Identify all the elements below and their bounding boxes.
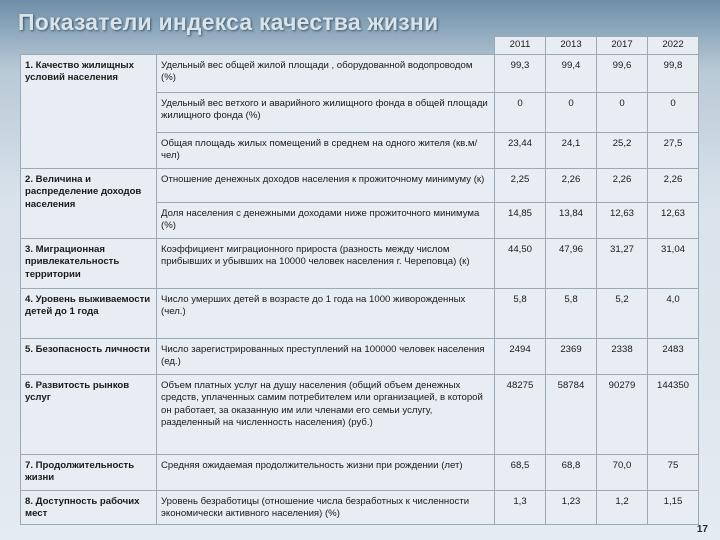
value-cell: 0 (648, 92, 699, 132)
value-cell: 12,63 (597, 202, 648, 238)
value-cell: 68,8 (546, 454, 597, 490)
value-cell: 2494 (495, 338, 546, 374)
value-cell: 27,5 (648, 132, 699, 168)
value-cell: 144350 (648, 374, 699, 454)
indicator-cell: Уровень безработицы (отношение числа безработных к численности экономически активного населения) (%) (157, 490, 495, 524)
year-header: 2013 (546, 37, 597, 55)
value-cell: 5,8 (495, 288, 546, 338)
value-cell: 58784 (546, 374, 597, 454)
category-cell: 2. Величина и распределение доходов населения (21, 168, 157, 238)
category-cell: 8. Доступность рабочих мест (21, 490, 157, 524)
indicator-cell: Доля населения с денежными доходами ниже прожиточного минимума (%) (157, 202, 495, 238)
value-cell: 4,0 (648, 288, 699, 338)
value-cell: 99,4 (546, 54, 597, 92)
table-row (21, 454, 699, 490)
indicator-cell: Число зарегистрированных преступлений на 100000 человек населения (ед.) (157, 338, 495, 374)
value-cell: 23,44 (495, 132, 546, 168)
value-cell: 5,2 (597, 288, 648, 338)
table-row (21, 338, 699, 374)
value-cell: 14,85 (495, 202, 546, 238)
indicator-cell: Общая площадь жилых помещений в среднем на одного жителя (кв.м/чел) (157, 132, 495, 168)
value-cell: 2,26 (597, 168, 648, 202)
value-cell: 90279 (597, 374, 648, 454)
value-cell: 2,26 (648, 168, 699, 202)
category-cell: 6. Развитость рынков услуг (21, 374, 157, 454)
header-row (21, 37, 699, 55)
table-row (21, 238, 699, 288)
value-cell: 68,5 (495, 454, 546, 490)
value-cell: 99,3 (495, 54, 546, 92)
quality-of-life-table (20, 36, 699, 525)
value-cell: 12,63 (648, 202, 699, 238)
table-row (21, 490, 699, 524)
value-cell: 0 (495, 92, 546, 132)
category-cell: 3. Миграционная привлекательность территории (21, 238, 157, 288)
value-cell: 2483 (648, 338, 699, 374)
value-cell: 1,2 (597, 490, 648, 524)
value-cell: 2,26 (546, 168, 597, 202)
table-row (21, 54, 699, 92)
value-cell: 48275 (495, 374, 546, 454)
value-cell: 31,04 (648, 238, 699, 288)
value-cell: 31,27 (597, 238, 648, 288)
table-row (21, 288, 699, 338)
value-cell: 47,96 (546, 238, 597, 288)
value-cell: 5,8 (546, 288, 597, 338)
value-cell: 25,2 (597, 132, 648, 168)
category-cell: 4. Уровень выживаемости детей до 1 года (21, 288, 157, 338)
value-cell: 0 (546, 92, 597, 132)
table-row (21, 168, 699, 202)
value-cell: 44,50 (495, 238, 546, 288)
year-header: 2011 (495, 37, 546, 55)
year-header: 2017 (597, 37, 648, 55)
value-cell: 2369 (546, 338, 597, 374)
value-cell: 13,84 (546, 202, 597, 238)
value-cell: 1,3 (495, 490, 546, 524)
header-blank (21, 37, 495, 55)
page-number: 17 (696, 524, 708, 535)
indicator-cell: Удельный вес общей жилой площади , оборудованной водопроводом (%) (157, 54, 495, 92)
indicator-cell: Коэффициент миграционного прироста (разность между числом прибывших и убывших на 10000 человек населения г. Череповца) (к) (157, 238, 495, 288)
indicator-cell: Удельный вес ветхого и аварийного жилищного фонда в общей площади жилищного фонда (%) (157, 92, 495, 132)
category-cell: 1. Качество жилищных условий населения (21, 54, 157, 168)
value-cell: 2338 (597, 338, 648, 374)
category-cell: 7. Продолжительность жизни (21, 454, 157, 490)
value-cell: 99,6 (597, 54, 648, 92)
indicator-cell: Число умерших детей в возрасте до 1 года на 1000 живорожденных (чел.) (157, 288, 495, 338)
value-cell: 70,0 (597, 454, 648, 490)
indicator-cell: Отношение денежных доходов населения к прожиточному минимуму (к) (157, 168, 495, 202)
table-row (21, 374, 699, 454)
value-cell: 0 (597, 92, 648, 132)
value-cell: 1,23 (546, 490, 597, 524)
value-cell: 2,25 (495, 168, 546, 202)
indicator-cell: Объем платных услуг на душу населения (общий объем денежных средств, уплаченных самим потребителем или организацией, в которой он работает, за оказанную им или членами его семьи услугу, разделенный на численность населения) (руб.) (157, 374, 495, 454)
year-header: 2022 (648, 37, 699, 55)
value-cell: 24,1 (546, 132, 597, 168)
value-cell: 1,15 (648, 490, 699, 524)
page-title: Показатели индекса качества жизни (18, 9, 439, 35)
category-cell: 5. Безопасность личности (21, 338, 157, 374)
value-cell: 75 (648, 454, 699, 490)
indicator-cell: Средняя ожидаемая продолжительность жизни при рождении (лет) (157, 454, 495, 490)
value-cell: 99,8 (648, 54, 699, 92)
